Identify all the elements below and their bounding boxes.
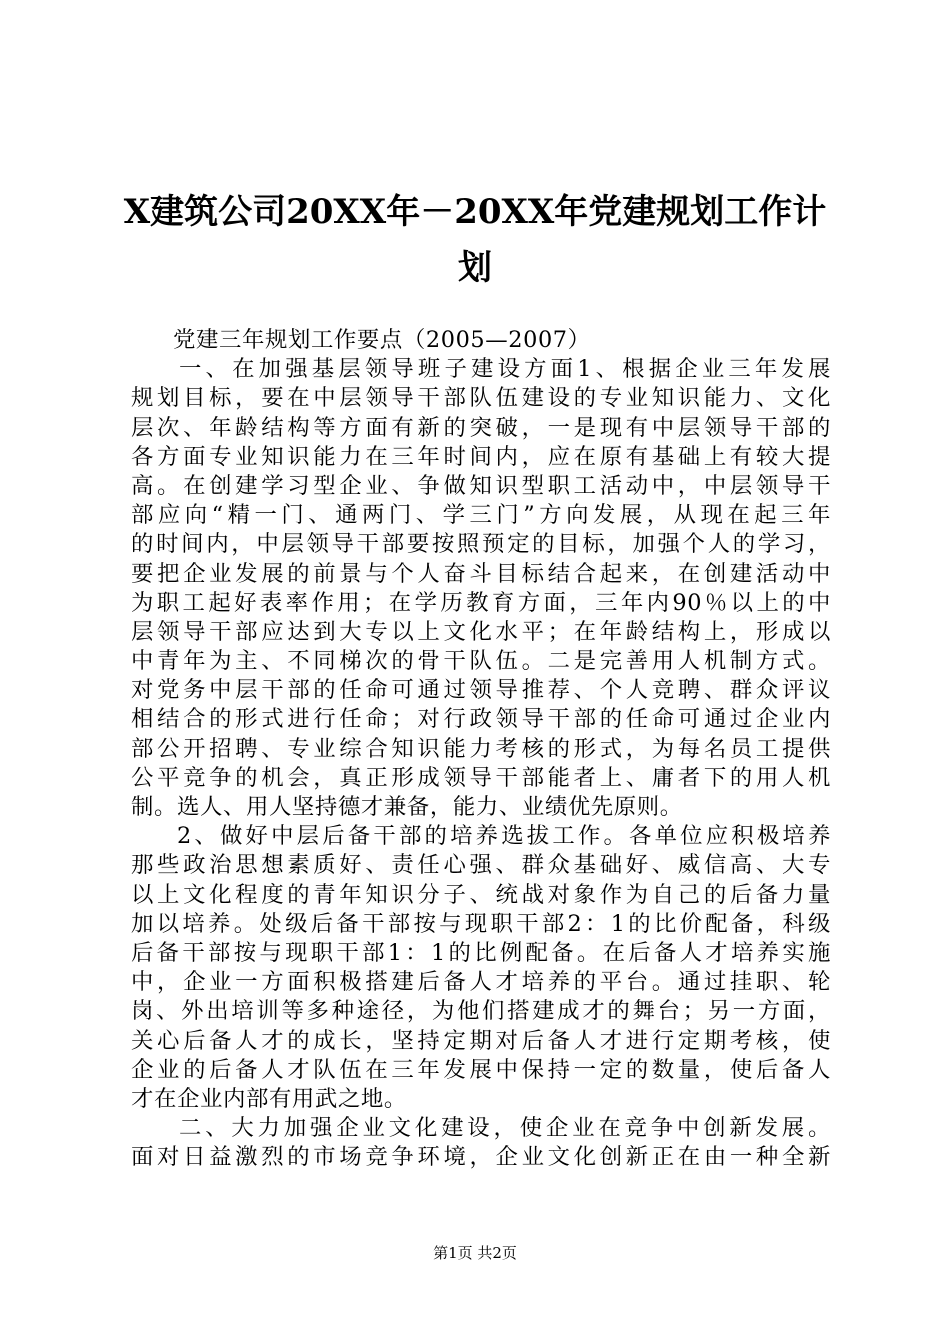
body-line: 岗、外出培训等多种途径，为他们搭建成才的舞台；另一方面， bbox=[131, 998, 831, 1025]
body-line: 中青年为主、不同梯次的骨干队伍。二是完善用人机制方式。 bbox=[131, 648, 831, 675]
body-line: 公平竞争的机会，真正形成领导干部能者上、庸者下的用人机 bbox=[131, 764, 831, 791]
document-body bbox=[131, 326, 831, 1172]
body-line: 层领导干部应达到大专以上文化水平；在年龄结构上，形成以 bbox=[131, 618, 831, 645]
body-line: 部应向“精一门、通两门、学三门”方向发展，从现在起三年 bbox=[131, 502, 831, 529]
body-line: 二、大力加强企业文化建设，使企业在竞争中创新发展。 bbox=[179, 1115, 831, 1142]
body-line: 中，企业一方面积极搭建后备人才培养的平台。通过挂职、轮 bbox=[131, 969, 831, 996]
body-line: 高。在创建学习型企业、争做知识型职工活动中，中层领导干 bbox=[131, 472, 831, 499]
page-footer: 第1页 共2页 bbox=[433, 1244, 517, 1262]
body-line: 加以培养。处级后备干部按与现职干部2：1的比价配备，科级 bbox=[131, 910, 831, 937]
body-line: 一、在加强基层领导班子建设方面1、根据企业三年发展 bbox=[179, 356, 831, 383]
body-line: 对党务中层干部的任命可通过领导推荐、个人竞聘、群众评议 bbox=[131, 677, 831, 704]
body-line: 那些政治思想素质好、责任心强、群众基础好、威信高、大专 bbox=[131, 852, 831, 879]
body-line: 制。选人、用人坚持德才兼备，能力、业绩优先原则。 bbox=[131, 794, 683, 820]
body-line: 后备干部按与现职干部1：1的比例配备。在后备人才培养实施 bbox=[131, 939, 831, 966]
body-line: 部公开招聘、专业综合知识能力考核的形式，为每名员工提供 bbox=[131, 735, 831, 762]
body-line: 层次、年龄结构等方面有新的突破，一是现有中层领导干部的 bbox=[131, 414, 831, 441]
body-line: 各方面专业知识能力在三年时间内，应在原有基础上有较大提 bbox=[131, 443, 831, 470]
body-line: 企业的后备人才队伍在三年发展中保持一定的数量，使后备人 bbox=[131, 1056, 831, 1083]
body-line: 党建三年规划工作要点（2005—2007） bbox=[173, 327, 591, 353]
body-line: 以上文化程度的青年知识分子、统战对象作为自己的后备力量 bbox=[131, 881, 831, 908]
body-line: 2、做好中层后备干部的培养选拔工作。各单位应积极培养 bbox=[177, 823, 831, 850]
body-line: 为职工起好表率作用；在学历教育方面，三年内90％以上的中 bbox=[131, 589, 831, 616]
body-line: 面对日益激烈的市场竞争环境，企业文化创新正在由一种全新 bbox=[131, 1144, 831, 1171]
body-line: 规划目标，要在中层领导干部队伍建设的专业知识能力、文化 bbox=[131, 385, 831, 412]
body-line: 要把企业发展的前景与个人奋斗目标结合起来，在创建活动中 bbox=[131, 560, 831, 587]
body-line: 才在企业内部有用武之地。 bbox=[131, 1085, 407, 1112]
body-line: 的时间内，中层领导干部要按照预定的目标，加强个人的学习， bbox=[131, 531, 831, 558]
document-title-line-1: X建筑公司20XX年－20XX年党建规划工作计 bbox=[123, 192, 827, 232]
body-line: 相结合的形式进行任命；对行政领导干部的任命可通过企业内 bbox=[131, 706, 831, 733]
body-line: 关心后备人才的成长，坚持定期对后备人才进行定期考核，使 bbox=[131, 1027, 831, 1054]
document-title-line-2: 划 bbox=[458, 248, 492, 288]
